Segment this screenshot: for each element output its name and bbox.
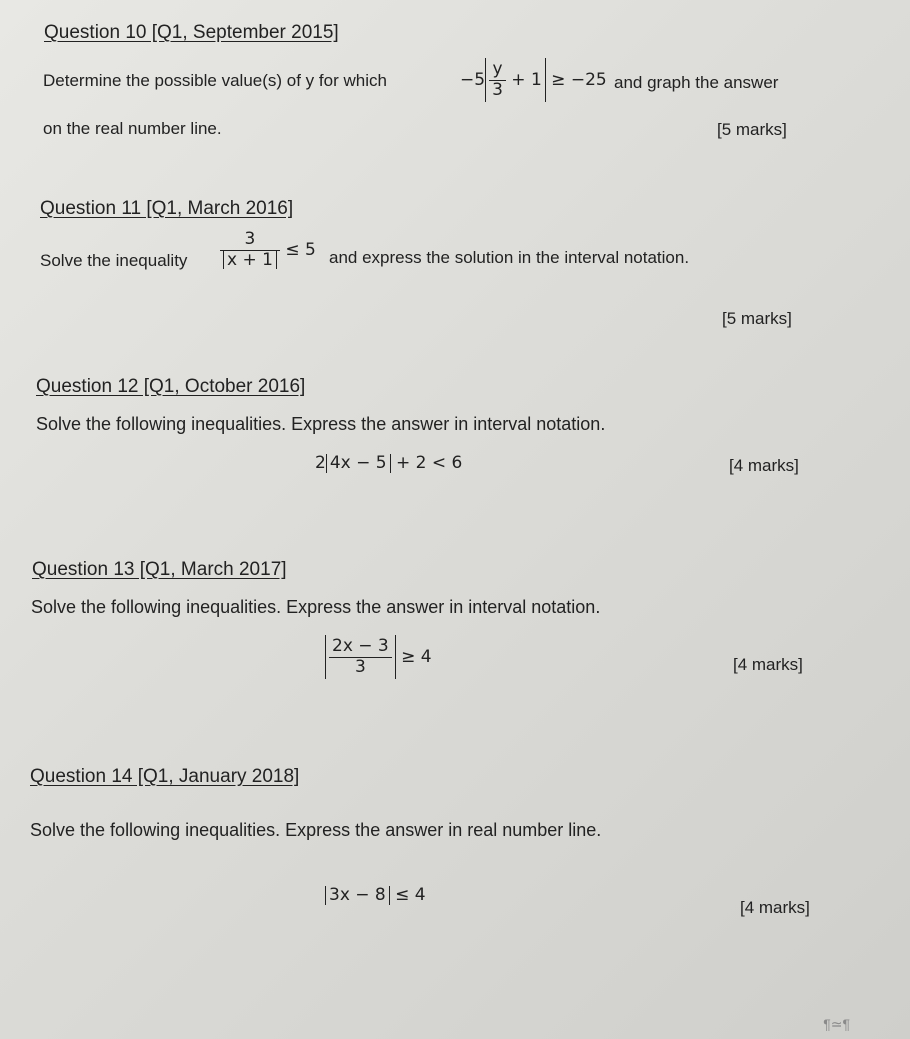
question-11-abs: x + 1 xyxy=(223,251,277,270)
question-13-frac-den: 3 xyxy=(354,656,366,677)
question-11-marks: [5 marks] xyxy=(722,309,792,328)
question-14-text: Solve the following inequalities. Express the answer in real number line. xyxy=(30,820,602,840)
question-12-title: Question 12 [Q1, October 2016] xyxy=(36,376,306,397)
question-10-expression xyxy=(460,58,607,102)
question-14-expr-tail: ≤ 4 xyxy=(395,885,426,905)
question-10-marks: [5 marks] xyxy=(717,120,787,139)
question-13-expression xyxy=(325,635,432,679)
question-12-marks: [4 marks] xyxy=(729,456,799,475)
question-13-fraction xyxy=(329,637,392,677)
question-10-expr-lead: −5 xyxy=(460,70,486,91)
question-11-fraction xyxy=(220,230,280,270)
question-13-marks: [4 marks] xyxy=(733,655,803,674)
question-14-title: Question 14 [Q1, January 2018] xyxy=(30,766,300,787)
question-10-fraction xyxy=(489,60,506,100)
question-12-abs: 4x − 5 xyxy=(326,454,391,473)
question-12-text: Solve the following inequalities. Express the answer in interval notation. xyxy=(36,414,606,434)
question-10-expr-tail: ≥ −25 xyxy=(551,70,607,91)
question-10-frac-num: y xyxy=(489,60,506,81)
question-12-expression xyxy=(315,453,462,473)
question-11-expr-tail: ≤ 5 xyxy=(285,240,316,261)
question-10-inner-tail: + 1 xyxy=(511,70,542,91)
question-11-frac-den xyxy=(220,251,280,271)
question-10-text-after: and graph the answer xyxy=(614,73,779,92)
question-14-expression xyxy=(325,885,426,905)
question-13-title: Question 13 [Q1, March 2017] xyxy=(32,559,287,580)
question-11-title: Question 11 [Q1, March 2016] xyxy=(40,198,294,219)
question-10-frac-den: 3 xyxy=(492,79,503,100)
question-13-frac-num: 2x − 3 xyxy=(329,637,392,658)
question-12-expr-lead: 2 xyxy=(315,453,326,473)
question-14-marks: [4 marks] xyxy=(740,898,810,917)
page-corner-mark: ¶≃¶ xyxy=(823,1016,850,1032)
question-12-expr-tail: + 2 < 6 xyxy=(395,453,463,473)
question-13-abs xyxy=(325,635,396,679)
question-13-text: Solve the following inequalities. Express the answer in interval notation. xyxy=(31,597,601,617)
question-11-text-after: and express the solution in the interval notation. xyxy=(329,248,690,267)
question-13-expr-tail: ≥ 4 xyxy=(401,647,432,668)
question-14-abs: 3x − 8 xyxy=(325,886,390,905)
question-10-text-line2: on the real number line. xyxy=(43,119,222,138)
question-10-title: Question 10 [Q1, September 2015] xyxy=(44,22,339,43)
question-11-expression xyxy=(220,230,316,270)
question-11-frac-num: 3 xyxy=(220,230,280,251)
question-11-text-before: Solve the inequality xyxy=(40,251,188,270)
question-10-abs xyxy=(485,58,546,102)
question-10-text-before: Determine the possible value(s) of y for which xyxy=(43,71,387,90)
